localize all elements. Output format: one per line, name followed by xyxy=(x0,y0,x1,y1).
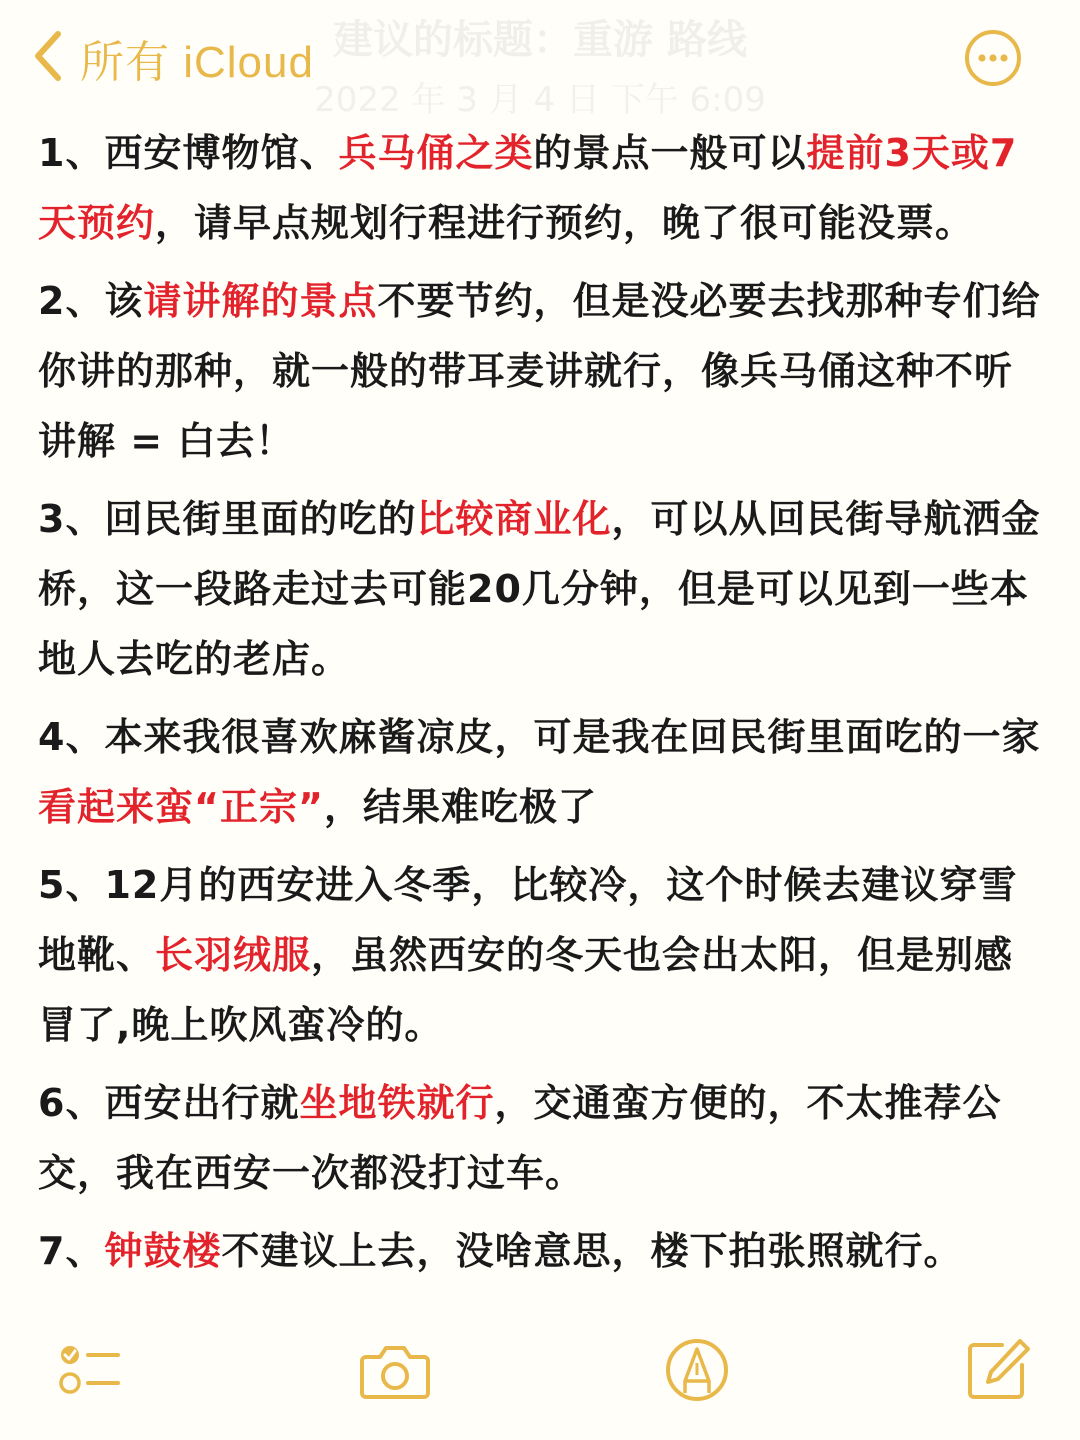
checklist-button[interactable] xyxy=(56,1335,126,1405)
ellipsis-circle-icon xyxy=(963,73,1023,92)
chevron-left-icon xyxy=(30,28,66,88)
note-text: 7、 xyxy=(38,1229,105,1273)
note-text: ，虽然西安的冬天也会出太阳，但是别感冒了,晚上吹风蛮冷的。 xyxy=(38,933,1014,1047)
note-highlight: 坐地铁就行 xyxy=(299,1081,495,1125)
markup-button[interactable] xyxy=(662,1335,732,1405)
note-highlight: 兵马俑之类 xyxy=(338,131,534,175)
camera-icon xyxy=(358,1335,432,1405)
note-text: 4、本来我很喜欢麻酱凉皮，可是我在回民街里面吃的一家 xyxy=(38,715,1041,759)
note-text: 1、西安博物馆、 xyxy=(38,131,339,175)
note-text: 3、回民街里面的吃的 xyxy=(38,497,417,541)
note-item-1 xyxy=(38,118,1048,258)
note-text: 6、西安出行就 xyxy=(38,1081,300,1125)
suggested-title-ghost: 建议的标题：重游 路线 xyxy=(333,17,747,63)
camera-button[interactable] xyxy=(358,1335,432,1405)
back-label: 所有 iCloud xyxy=(80,38,314,87)
note-text: 的景点一般可以 xyxy=(533,131,807,175)
note-text: ，结果难吃极了 xyxy=(323,785,597,829)
note-item-2 xyxy=(38,266,1048,476)
note-text: ，交通蛮方便的，不太推荐公交，我在西安一次都没打过车。 xyxy=(38,1081,1002,1195)
navigation-bar xyxy=(0,0,1080,120)
compose-icon xyxy=(962,1335,1032,1405)
note-highlight: 长羽绒服 xyxy=(155,933,312,977)
note-text: 不建议上去，没啥意思，楼下拍张照就行。 xyxy=(221,1229,963,1273)
note-highlight: 提前3天或7天预约 xyxy=(38,131,1018,245)
note-text: 不要节约，但是没必要去找那种专们给你讲的那种，就一般的带耳麦讲就行，像兵马俑这种不听讲解 = 白去！ xyxy=(38,279,1041,463)
note-text: 2、该 xyxy=(38,279,144,323)
note-text: ，可以从回民街导航洒金桥，这一段路走过去可能20几分钟，但是可以见到一些本地人去吃的老店。 xyxy=(38,497,1041,681)
note-item-7 xyxy=(38,1216,1048,1286)
note-date-ghost: 2022 年 3 月 4 日 下午 6:09 xyxy=(314,80,766,120)
note-highlight: 看起来蛮“正宗” xyxy=(38,785,324,829)
more-button[interactable] xyxy=(963,28,1023,88)
note-highlight: 请讲解的景点 xyxy=(143,279,378,323)
compose-button[interactable] xyxy=(962,1335,1032,1405)
checklist-icon xyxy=(56,1335,126,1405)
note-item-4 xyxy=(38,702,1048,842)
note-highlight: 比较商业化 xyxy=(416,497,612,541)
note-text: ，请早点规划行程进行预约，晚了很可能没票。 xyxy=(155,201,975,245)
pen-tip-circle-icon xyxy=(662,1335,732,1405)
note-item-6 xyxy=(38,1068,1048,1208)
bottom-toolbar xyxy=(0,1320,1080,1420)
note-body[interactable] xyxy=(38,118,1048,1294)
note-highlight: 钟鼓楼 xyxy=(104,1229,222,1273)
back-button[interactable] xyxy=(30,28,314,88)
note-text: 5、12月的西安进入冬季，比较冷，这个时候去建议穿雪地靴、 xyxy=(38,863,1018,977)
note-item-5 xyxy=(38,850,1048,1060)
note-item-3 xyxy=(38,484,1048,694)
